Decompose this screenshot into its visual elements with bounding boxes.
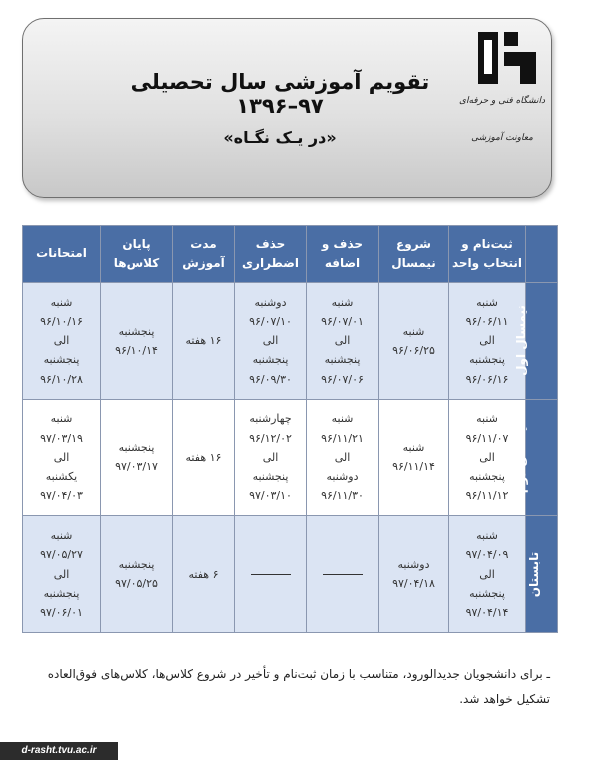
- table-row: [23, 399, 558, 516]
- column-header: مدت آموزش: [173, 226, 235, 283]
- table-cell: ۱۶ هفته: [173, 283, 235, 400]
- header-corner: [526, 226, 558, 283]
- table-cell: شنبه ۹۶/۱۰/۱۶ الی پنجشنبه ۹۶/۱۰/۲۸: [23, 283, 101, 400]
- table-cell: شنبه ۹۷/۰۳/۱۹ الی یکشنبه ۹۷/۰۴/۰۳: [23, 399, 101, 516]
- university-logo-icon: [474, 28, 540, 88]
- table-cell: پنجشنبه ۹۷/۰۳/۱۷: [101, 399, 173, 516]
- table-cell: ۱۶ هفته: [173, 399, 235, 516]
- dash-mark: [323, 574, 363, 575]
- academic-calendar-table: [22, 225, 558, 633]
- column-header: امتحانات: [23, 226, 101, 283]
- footnote-text: ـ برای دانشجویان جدیدالورود، متناسب با زمان ثبت‌نام و تأخیر در شروع کلاس‌ها، کلاس‌های فوق‌العاده تشکیل خواهد شد.: [47, 667, 550, 706]
- page-title: تقویم آموزشی سال تحصیلی ۹۷–۱۳۹۶: [130, 70, 430, 118]
- table-cell: شنبه ۹۶/۰۷/۰۱ الی پنجشنبه ۹۶/۰۷/۰۶: [307, 283, 379, 400]
- table-cell: چهارشنبه ۹۶/۱۲/۰۲ الی پنجشنبه ۹۷/۰۳/۱۰: [235, 399, 307, 516]
- row-label-text: تابستان: [526, 551, 541, 597]
- table-cell: ۶ هفته: [173, 516, 235, 633]
- table-cell: شنبه ۹۶/۱۱/۲۱ الی دوشنبه ۹۶/۱۱/۳۰: [307, 399, 379, 516]
- column-header: شروع نیمسال: [379, 226, 449, 283]
- table-cell-empty: [235, 516, 307, 633]
- column-header: حذف اضطراری: [235, 226, 307, 283]
- row-label: [526, 516, 558, 633]
- column-header: ثبت‌نام و انتخاب واحد: [449, 226, 526, 283]
- table-cell: پنجشنبه ۹۶/۱۰/۱۴: [101, 283, 173, 400]
- row-label: [514, 283, 558, 400]
- table-cell: پنجشنبه ۹۷/۰۵/۲۵: [101, 516, 173, 633]
- website-footer: d-rasht.tvu.ac.ir: [0, 742, 118, 760]
- university-name: دانشگاه فنی و حرفه‌ای: [458, 96, 546, 106]
- page-subtitle: «در یـک نگـاه»: [223, 128, 337, 147]
- row-label-text: نیمسال دوم: [513, 421, 528, 494]
- department-name: معاونت آموزشی: [471, 133, 533, 143]
- column-header: حذف و اضافه: [307, 226, 379, 283]
- table-cell: شنبه ۹۶/۰۶/۱۱ الی پنجشنبه ۹۶/۰۶/۱۶: [449, 283, 526, 400]
- row-label: [513, 399, 558, 516]
- column-header: پایان کلاس‌ها: [101, 226, 173, 283]
- table-cell: شنبه ۹۷/۰۵/۲۷ الی پنجشنبه ۹۷/۰۶/۰۱: [23, 516, 101, 633]
- table-cell: دوشنبه ۹۷/۰۴/۱۸: [379, 516, 449, 633]
- table-header-row: [23, 226, 558, 283]
- dash-mark: [251, 574, 291, 575]
- table-row: [23, 283, 558, 400]
- table-cell: شنبه ۹۶/۰۶/۲۵: [379, 283, 449, 400]
- table-cell-empty: [307, 516, 379, 633]
- table-cell: دوشنبه ۹۶/۰۷/۱۰ الی پنجشنبه ۹۶/۰۹/۳۰: [235, 283, 307, 400]
- row-label-text: نیمسال اول: [514, 305, 529, 377]
- table-cell: شنبه ۹۶/۱۱/۱۴: [379, 399, 449, 516]
- table-cell: شنبه ۹۶/۱۱/۰۷ الی پنجشنبه ۹۶/۱۱/۱۲: [449, 399, 526, 516]
- table-row: [23, 516, 558, 633]
- table-cell: شنبه ۹۷/۰۴/۰۹ الی پنجشنبه ۹۷/۰۴/۱۴: [449, 516, 526, 633]
